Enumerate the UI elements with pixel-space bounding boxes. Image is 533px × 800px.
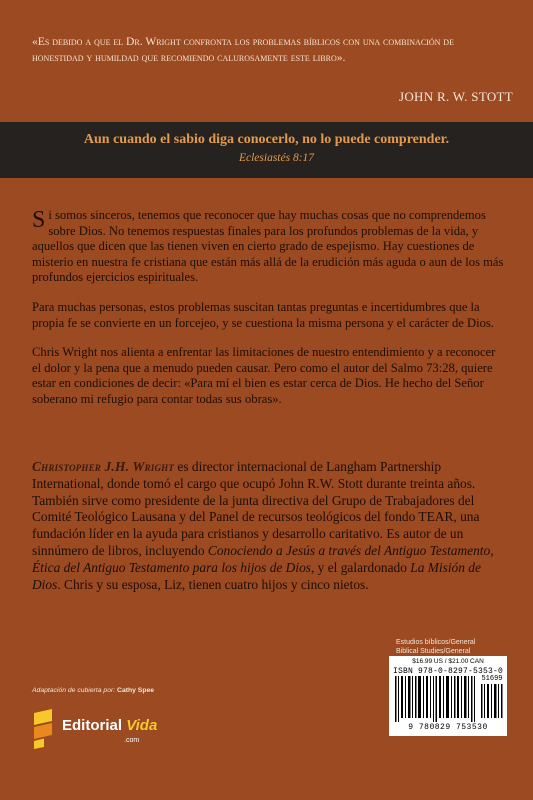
barcode-bars — [395, 676, 475, 722]
cover-credit-label: Adaptación de cubierta por: — [32, 687, 116, 694]
description-p1-text: i somos sinceros, tenemos que reconocer que hay muchas cosas que no comprendemos sobre Dios. No tenemos respuestas finales para los profundos problemas de la vida, y aquellos que dicen que las tienen viven en cierto grado de espejismo. Hay cuestiones de misterio en nuestra fe cristiana que están más allá de la erudición más aguda o aun de los más profundos ejercicios espirituales. — [32, 208, 504, 285]
epigraph-band — [0, 122, 533, 178]
price: $16.99 US / $21.00 CAN — [412, 658, 484, 665]
publisher-name-part1: Editorial — [62, 717, 127, 734]
description-paragraph-2: Para muchas personas, estos problemas suscitan tantas preguntas e incertidumbres que la propia fe se convierte en un forcejeo, y se cuestiona la misma persona y el carácter de Dios. — [32, 299, 494, 330]
epigraph-reference: Eclesiastés 8:17 — [238, 152, 315, 164]
price-code: 51699 — [481, 675, 503, 683]
isbn: ISBN 978-0-8297-5353-0 — [393, 667, 504, 676]
cover-credit — [32, 687, 154, 694]
bio-text-3: . Chris y su esposa, Liz, tienen cuatro hijos y cinco nietos. — [57, 576, 369, 592]
description — [32, 208, 506, 422]
barcode — [389, 656, 507, 736]
bio-text-2: , y el galardonado — [310, 559, 411, 575]
description-paragraph-1 — [32, 208, 506, 286]
description-paragraph-3: Chris Wright nos alienta a enfrentar las limitaciones de nuestro entendimiento y a reconocer el dolor y la pena que a menudo pueden causar. Pero como el autor del Salmo 73:28, quiere estar en condiciones de decir: «Para mí el bien es estar cerca de Dios. He hecho del Señor soberano mi refugio para contar todas sus obras». — [32, 345, 496, 406]
cover-credit-name: Cathy Spee — [117, 687, 155, 694]
publisher-mark-icon — [32, 709, 56, 749]
publisher-logo — [32, 709, 182, 755]
publisher-domain: .com — [124, 737, 140, 744]
author-name: Christopher J.H. Wright — [32, 459, 175, 474]
bio-book-2: La Misión de Dios — [32, 559, 481, 592]
category-en: Biblical Studies/General — [396, 648, 471, 655]
endorsement-author: JOHN R. W. STOTT — [399, 89, 513, 104]
addon-barcode-bars — [481, 684, 503, 718]
bio-text-1: es director internacional de Langham Partnership International, donde tomó el cargo que ocupó John R.W. Stott durante treinta años. También sirve como presidente de la junta directiva del Grupo de Trabajadores del Comité Teológico Lausana y del Panel de recursos teológicos del fondo TEAR, una fundación líder en la ayuda para cristianos y desarrollo caritativo. Es autor de un sinnúmero de libros, incluyendo — [32, 459, 480, 558]
publisher-name — [62, 717, 157, 734]
barcode-number: 9 780829 753530 — [408, 723, 488, 732]
publisher-name-vida: Vida — [126, 717, 158, 734]
dropcap: S — [32, 207, 46, 233]
epigraph-quote: Aun cuando el sabio diga conocerlo, no lo puede comprender. — [83, 132, 450, 147]
category-es: Estudios bíblicos/General — [396, 639, 476, 646]
author-bio — [32, 459, 506, 593]
bio-book-1: Conociendo a Jesús a través del Antiguo Testamento, Ética del Antiguo Testamento para los hijos de Dios — [32, 542, 494, 575]
category-label — [396, 638, 506, 656]
endorsement-quote: «Es debido a que el Dr. Wright confronta los problemas bíblicos con una combinación de honestidad y humildad que recomiendo calurosamente este libro». — [32, 35, 454, 64]
